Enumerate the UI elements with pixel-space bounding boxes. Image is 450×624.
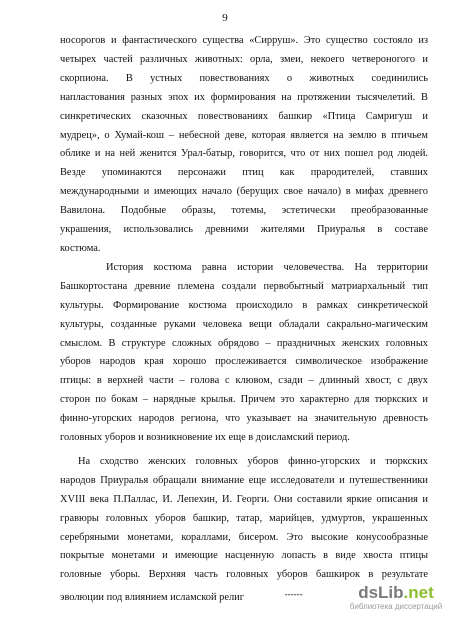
- dslib-watermark: [348, 584, 444, 618]
- text-line: синкретических сказочных повествованиях башкир «Птица Самригуш и: [60, 110, 428, 122]
- text-line: мудрец», о Хумай-кош – небесной деве, которая является на землю в птичьем: [60, 129, 428, 141]
- text-line: сторон по бокам – нарядные крылья. Причем это характерно для тюркских и: [60, 394, 428, 406]
- text-line: Вавилона. Подобные образы, тотемы, эстетически преобразованные: [60, 205, 428, 217]
- text-line: культуры, созданные руками человека вещи обладали сакрально-магическим: [60, 318, 428, 330]
- logo-accent-text: .net: [403, 583, 434, 602]
- text-line: смыслом. В структуре сложных обрядово – праздничных женских головных: [60, 337, 428, 349]
- text-line: Везде упоминаются персонажи птиц как прародителей, ставших: [60, 167, 428, 179]
- text-line: гравюры головных уборов башкир, татар, марийцев, удмуртов, украшенных: [60, 512, 428, 524]
- text-line: напластования разных эпох их формирования на протяжении тысячелетий. В: [60, 91, 428, 103]
- text-line: головных уборов и возникновение их еще в доисламский период.: [60, 432, 350, 444]
- text-line: четырех частей различных животных: орла, змеи, некоего четвероногого и: [60, 53, 428, 65]
- text-line: народов Приуралья обращали внимание еще исследователи и путешественники: [60, 474, 428, 486]
- text-line: головные уборы. Верхняя часть головных уборов башкирок в результате: [60, 569, 428, 581]
- body-text: [60, 32, 428, 608]
- text-line: птицы: в верхней части – голова с клювом, сзади – длинный хвост, с двух: [60, 375, 428, 387]
- text-line: финно-угорских народов региона, что указывает на значительную древность: [60, 413, 428, 425]
- text-line: международными и имеющих начало (берущих свое начало) в мифах древнего: [60, 186, 428, 198]
- text-line: История костюма равна истории человечества. На территории: [106, 261, 428, 273]
- text-line: На сходство женских головных уборов финно-угорских и тюркских: [78, 455, 428, 467]
- text-line: покрытые монетами и имеющие насценную лопасть в виде хвоста птицы: [60, 550, 428, 562]
- text-line: украшения, использовались древними жителями Приуралья в составе: [60, 224, 428, 236]
- text-line: культуры. Формирование костюма происходило в рамках синкретической: [60, 299, 428, 311]
- text-line: XVIII века П.Паллас, И. Лепехин, И. Георги. Они составили яркие описания и: [60, 493, 428, 505]
- text-line: облике и на ней женится Урал-батыр, говорится, что от них пошел род людей.: [60, 148, 428, 160]
- page-number: 9: [222, 12, 228, 24]
- text-line: Башкортостана древние племена создали первобытный матриархальный тип: [60, 280, 428, 292]
- dslib-logo: [348, 584, 444, 602]
- text-line: костюма.: [60, 242, 101, 254]
- footnote-separator: ------: [284, 589, 303, 600]
- text-line: уборов народов края хорошо прослеживается символическое изображение: [60, 356, 428, 368]
- text-line-fragment: эволюции под влиянием исламской религ: [60, 592, 244, 604]
- watermark-subtitle: библиотека диссертаций: [349, 602, 443, 611]
- text-line: скорпиона. В устных повествованиях о животных соединились: [60, 72, 428, 84]
- text-line: серебряными монетами, кораллами, бисером. Это высокие конусообразные: [60, 531, 428, 543]
- logo-main-text: dsLib: [358, 583, 404, 602]
- text-line: носорогов и фантастического существа «Сирруш». Это существо состояло из: [60, 35, 428, 46]
